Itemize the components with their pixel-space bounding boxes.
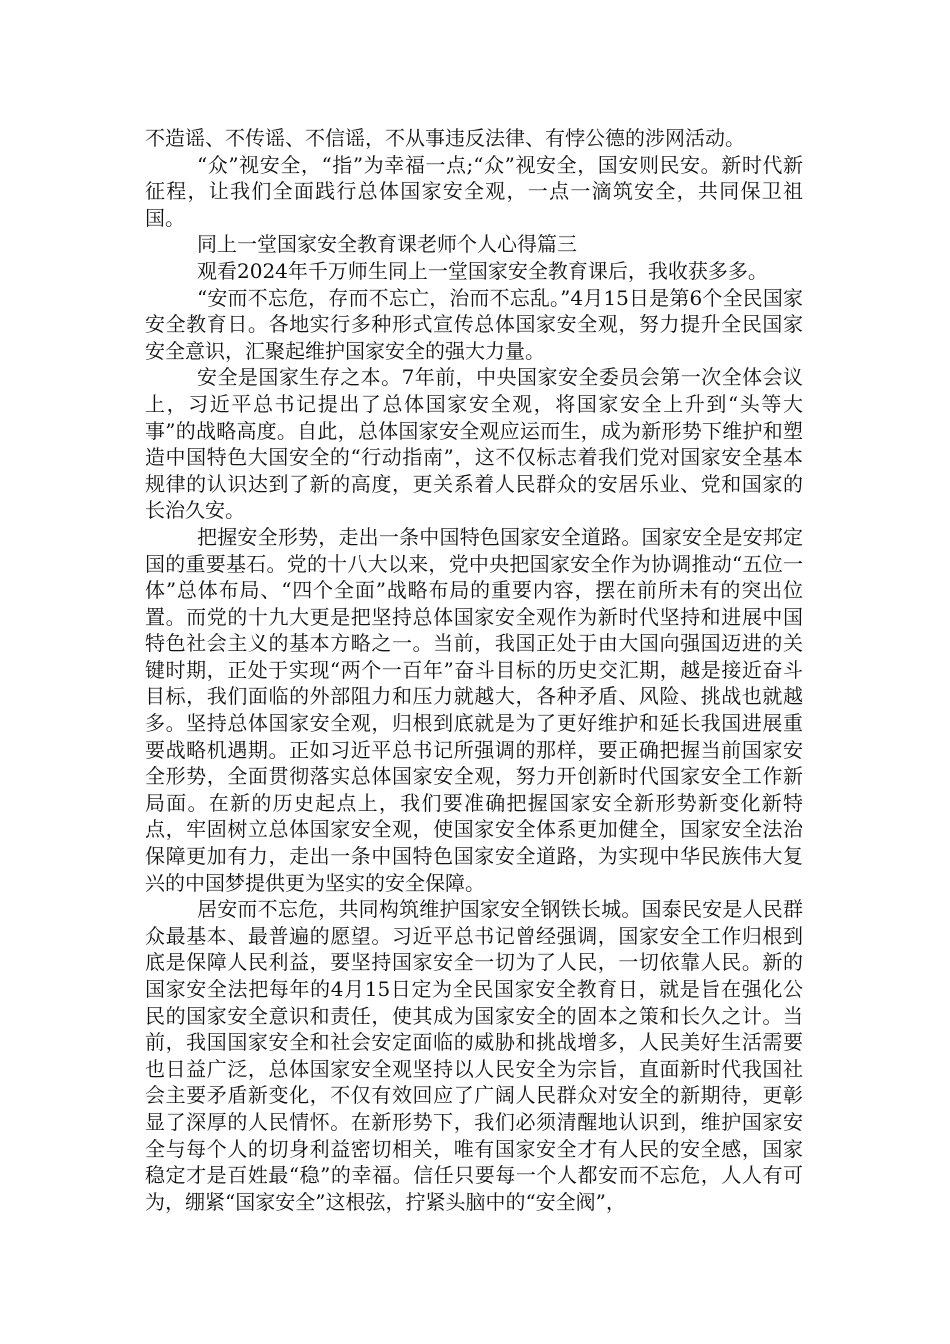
paragraph-1: 不造谣、不传谣、不信谣，不从事违反法律、有悖公德的涉网活动。 (145, 126, 745, 150)
paragraph-3: 观看2024年千万师生同上一堂国家安全教育课后，我收获多多。 (197, 258, 768, 283)
paragraph-6: 把握安全形势，走出一条中国特色国家安全道路。国家安全是安邦定国的重要基石。党的十八大以来，党中央把国家安全作为协调推动“五位一体”总体布局、“四个全面”战略布局的重要内容，摆在前所未有的突出位置。而党的十九大更是把坚持总体国家安全观作为新时代坚持和进展中国特色社会主义的基本方略之一。当前，我国正处于由大国向强国迈进的关键时期，正处于实现“两个一百年”奋斗目标的历史交汇期，越是接近奋斗目标，我们面临的外部阻力和压力就越大，各种矛盾、风险、挑战也就越多。坚持总体国家安全观，归根到底就是为了更好维护和延长我国进展重要战略机遇期。正如习近平总书记所强调的那样，要正确把握当前国家安全形势，全面贯彻落实总体国家安全观，努力开创新时代国家安全工作新局面。在新的历史起点上，我们要准确把握国家安全新形势新变化新特点，牢固树立总体国家安全观，使国家安全体系更加健全，国家安全法治保障更加有力，走出一条中国特色国家安全道路，为实现中华民族伟大复兴的中国梦提供更为坚实的安全保障。 (145, 524, 803, 895)
document-page (145, 125, 803, 1215)
paragraph-2: “众”视安全，“指”为幸福一点;“众”视安全，国安则民安。新时代新征程，让我们全面践行总体国家安全观，一点一滴筑安全，共同保卫祖国。 (145, 152, 803, 230)
paragraph-5: 安全是国家生存之本。7年前，中央国家安全委员会第一次全体会议上，习近平总书记提出了总体国家安全观，将国家安全上升到“头等大事”的战略高度。自此，总体国家安全观应运而生，成为新形势下维护和塑造中国特色大国安全的“行动指南”，这不仅标志着我们党对国家安全基本规律的认识达到了新的高度，更关系着人民群众的安居乐业、党和国家的长治久安。 (145, 365, 803, 523)
paragraph-7: 居安而不忘危，共同构筑维护国家安全钢铁长城。国泰民安是人民群众最基本、最普遍的愿望。习近平总书记曾经强调，国家安全工作归根到底是保障人民利益，要坚持国家安全一切为了人民，一切依靠人民。新的国家安全法把每年的4月15日定为全民国家安全教育日，就是旨在强化公民的国家安全意识和责任，使其成为国家安全的固本之策和长久之计。当前，我国国家安全和社会安定面临的威胁和挑战增多，人民美好生活需要也日益广泛，总体国家安全观坚持以人民安全为宗旨，直面新时代我国社会主要矛盾新变化，不仅有效回应了广阔人民群众对安全的新期待，更彰显了深厚的人民情怀。在新形势下，我们必须清醒地认识到，维护国家安全与每个人的切身利益密切相关，唯有国家安全才有人民的安全感，国家稳定才是百姓最“稳”的幸福。信任只要每一个人都安而不忘危，人人有可为，绷紧“国家安全”这根弦，拧紧头脑中的“安全阀”， (145, 897, 803, 1214)
paragraph-4: “安而不忘危，存而不忘亡，治而不忘乱。”4月15日是第6个全民国家安全教育日。各地实行多种形式宣传总体国家安全观，努力提升全民国家安全意识，汇聚起维护国家安全的强大力量。 (145, 285, 803, 363)
section-heading: 同上一堂国家安全教育课老师个人心得篇三 (197, 232, 577, 257)
